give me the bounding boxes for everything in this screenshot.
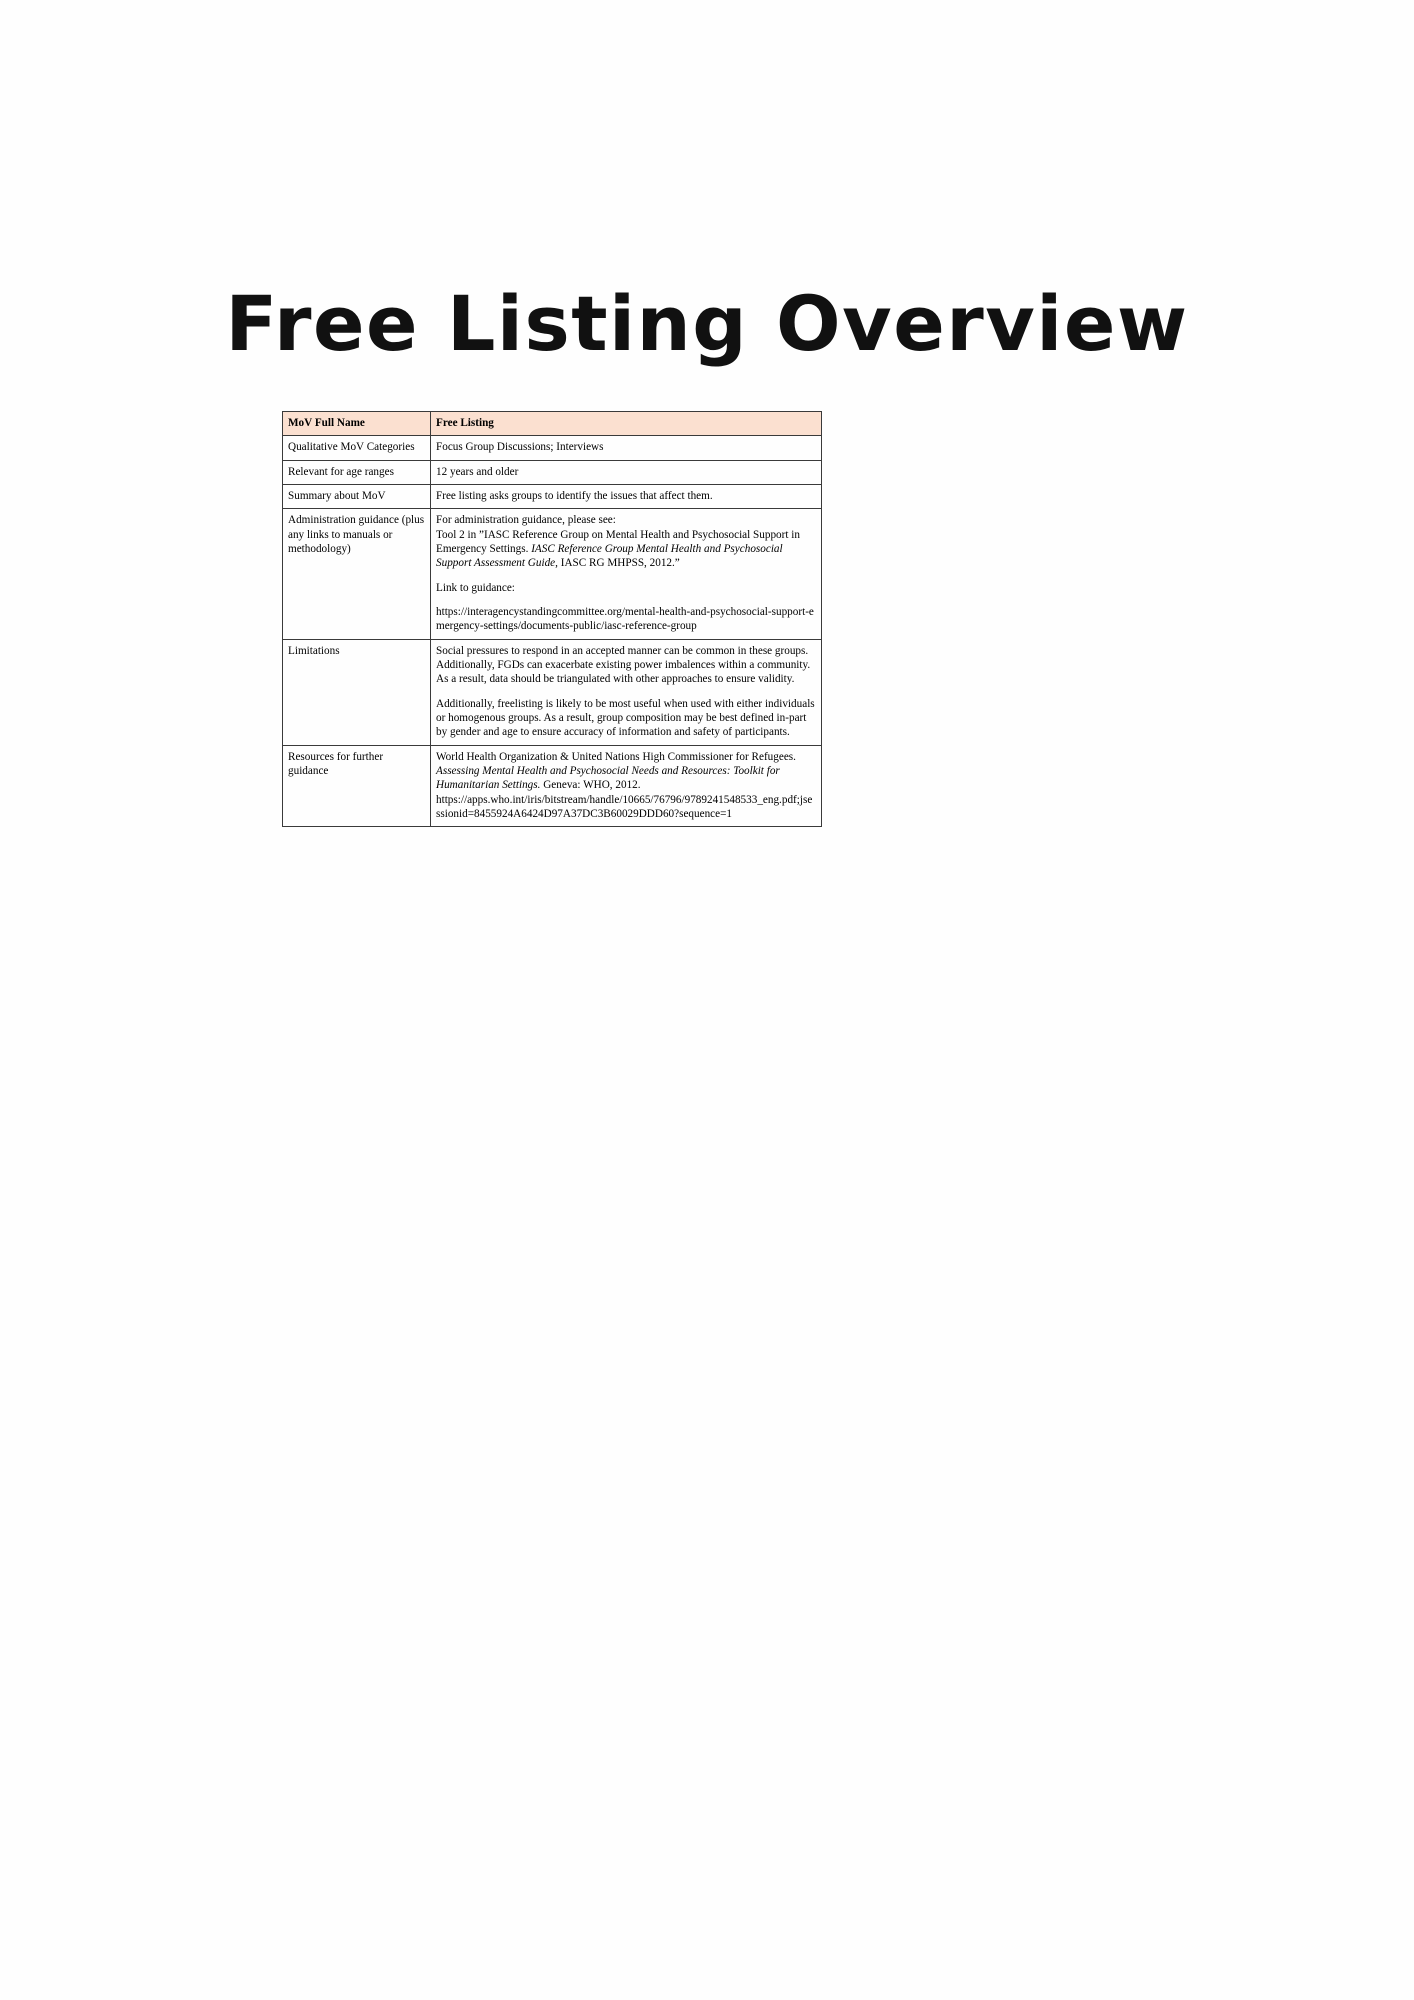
resources-link[interactable]: https://apps.who.int/iris/bitstream/handle/10665/76796/9789241548533_eng.pdf;jsessionid=8455924A6424D97A37DC3B60029DDD60?sequence=1 [436,793,813,820]
row-value-age-ranges: 12 years and older [431,460,822,484]
row-label-summary: Summary about MoV [283,484,431,508]
admin-guidance-citation [436,528,816,571]
row-value-administration-guidance [431,509,822,639]
table-header-row [283,412,822,436]
table-header-cell-name: MoV Full Name [283,412,431,436]
row-value-qualitative-categories: Focus Group Discussions; Interviews [431,436,822,460]
row-label-resources: Resources for further guidance [283,745,431,827]
admin-guidance-link[interactable]: https://interagencystandingcommittee.org/mental-health-and-psychosocial-support-emergency-settings/documents-public/iasc-reference-group [436,605,814,633]
admin-citation-italic: IASC Reference Group Mental Health and Psychosocial Support Assessment Guide, [436,542,783,570]
table-row [283,509,822,639]
admin-link-label: Link to guidance: [436,581,515,594]
resources-citation-italic: Assessing Mental Health and Psychosocial Needs and Resources: Toolkit for Humanitarian Settings. [436,764,780,792]
admin-guidance-intro: For administration guidance, please see: [436,514,616,527]
table-row [283,436,822,460]
mov-table-container [282,411,822,827]
mov-table [282,411,822,827]
row-label-limitations: Limitations [283,639,431,745]
limitations-paragraph-2: Additionally, freelisting is likely to be most useful when used with either individuals or homogenous groups. As a result, group composition may be best defined in-part by gender and age to ensure accuracy of information and safety of participants. [436,697,815,739]
table-row [283,745,822,827]
row-label-administration-guidance: Administration guidance (plus any links to manuals or methodology) [283,509,431,639]
row-value-resources [431,745,822,827]
row-value-limitations [431,639,822,745]
row-label-qualitative-categories: Qualitative MoV Categories [283,436,431,460]
table-row [283,460,822,484]
admin-citation-part1: Tool 2 in ”IASC Reference Group on Mental Health and Psychosocial Support in Emergency Settings. [436,528,800,555]
table-header-cell-value: Free Listing [431,412,822,436]
table-row [283,639,822,745]
admin-citation-part2: IASC RG MHPSS, 2012.” [557,557,680,570]
resources-citation [436,750,816,793]
page-title: Free Listing Overview [225,278,1189,368]
limitations-paragraph-1: Social pressures to respond in an accepted manner can be common in these groups. Additionally, FGDs can exacerbate existing power imbalences within a community. As a result, data should be triangulated with other approaches to ensure validity. [436,644,811,686]
resources-citation-part1: World Health Organization & United Nations High Commissioner for Refugees. [436,750,796,763]
resources-citation-part2: Geneva: WHO, 2012. [540,779,641,792]
table-row [283,484,822,508]
row-value-summary: Free listing asks groups to identify the issues that affect them. [431,484,822,508]
row-label-age-ranges: Relevant for age ranges [283,460,431,484]
